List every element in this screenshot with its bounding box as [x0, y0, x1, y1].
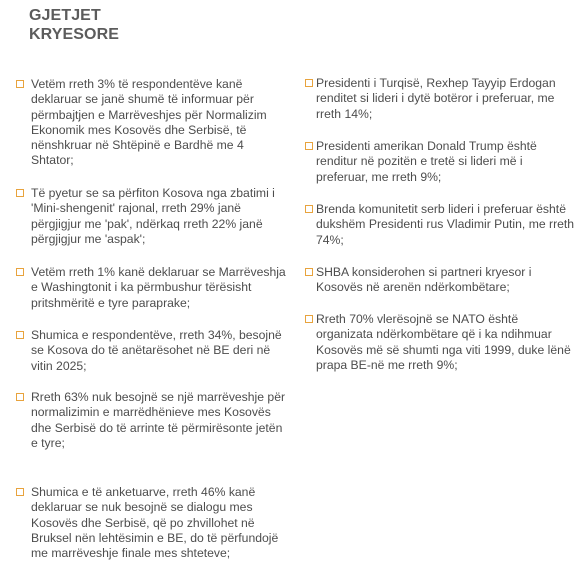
checkbox-bullet-icon: [305, 205, 313, 213]
checkbox-bullet-icon: [305, 268, 313, 276]
finding-item: [16, 77, 306, 169]
finding-item: [16, 485, 306, 561]
finding-text: Shumica e të anketuarve, rreth 46% kanë deklaruar se nuk besojnë se dialogu mes Kosovës dhe Serbisë, që po zhvillohet në Bruksel nën lehtësimin e BE, do të përfundojë me marrëveshje finale mes shteteve;: [31, 485, 279, 561]
checkbox-bullet-icon: [16, 393, 24, 401]
finding-item: [16, 328, 306, 374]
checkbox-bullet-icon: [16, 80, 24, 88]
finding-text: Presidenti i Turqisë, Rexhep Tayyip Erdogan renditet si lideri i dytë botëror i preferuar, me rreth 14%;: [316, 76, 556, 121]
finding-item: [305, 265, 577, 296]
finding-item: [305, 76, 577, 122]
checkbox-bullet-icon: [16, 488, 24, 496]
finding-text: Vetëm rreth 3% të respondentëve kanë deklaruar se janë shumë të informuar për përmbajtjen e Marrëveshjes për Normalizim Ekonomik mes Kosovës dhe Serbisë, të nënshkruar në Shtëpinë e Bardhë me 4 Shtator;: [31, 77, 267, 168]
finding-text: Të pyetur se sa përfiton Kosova nga zbatimi i 'Mini-shengenit' rajonal, rreth 29% janë përgjigjur me 'pak', ndërkaq rreth 22% janë përgjigjur me 'aspak';: [31, 186, 275, 246]
checkbox-bullet-icon: [16, 189, 24, 197]
finding-text: SHBA konsiderohen si partneri kryesor i Kosovës në arenën ndërkombëtare;: [316, 265, 532, 295]
section-title: [29, 6, 119, 44]
finding-text: Presidenti amerikan Donald Trump është renditur në pozitën e tretë si lideri më i preferuar, me rreth 9%;: [316, 139, 537, 184]
section-title-line-2: KRYESORE: [29, 26, 120, 43]
finding-text: Rreth 63% nuk besojnë se një marrëveshje për normalizimin e marrëdhënieve mes Kosovës dhe Serbisë do të arrinte të përmirësonte jetën e tyre;: [31, 390, 286, 450]
finding-item: [16, 186, 306, 247]
checkbox-bullet-icon: [305, 142, 313, 150]
section-title-line-1: GJETJET: [29, 7, 101, 24]
finding-text: Shumica e respondentëve, rreth 34%, besojnë se Kosova do të anëtarësohet në BE deri në vitin 2025;: [31, 328, 282, 373]
finding-text: Vetëm rreth 1% kanë deklaruar se Marrëveshja e Washingtonit i ka përmbushur tërësisht pritshmëritë e tyre paraprake;: [31, 265, 286, 310]
finding-text: Brenda komunitetit serb lideri i preferuar është dukshëm Presidenti rus Vladimir Putin, me rreth 74%;: [316, 202, 575, 247]
finding-item: [305, 202, 577, 248]
checkbox-bullet-icon: [16, 331, 24, 339]
checkbox-bullet-icon: [16, 268, 24, 276]
finding-item: [16, 265, 306, 311]
checkbox-bullet-icon: [305, 79, 313, 87]
checkbox-bullet-icon: [305, 315, 313, 323]
finding-item: [305, 312, 577, 373]
finding-item: [305, 139, 577, 185]
finding-item: [16, 390, 306, 451]
finding-text: Rreth 70% vlerësojnë se NATO është organizata ndërkombëtare që i ka ndihmuar Kosovës më së shumti nga viti 1999, duke lënë prapa BE-në me rreth 9%;: [316, 312, 571, 372]
